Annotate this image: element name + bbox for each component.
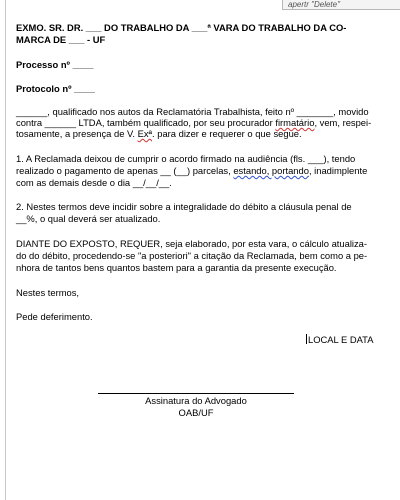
intro-line-2-text-c: , vem, respei- (314, 117, 372, 128)
protocolo-number: Protocolo nº ____ (16, 83, 95, 94)
closing-pede-deferimento: Pede deferimento. (16, 311, 93, 322)
intro-line-2 (16, 117, 378, 129)
signature-line (98, 393, 294, 394)
heading-line-2: MARCA DE ___ - UF (16, 34, 106, 45)
grammar-flag-estando-portando: estando, portando (233, 165, 309, 176)
heading-line-1: EXMO. SR. DR. ___ DO TRABALHO DA ___ª VARA DO TRABALHO DA CO- (16, 22, 347, 33)
para1-line-2 (16, 165, 378, 177)
para1-line-1: 1. A Reclamada deixou de cumprir o acordo firmado na audiência (fls. ___), tendo (16, 153, 356, 164)
para1-line-2-text-a: realizado o pagamento de apenas __ (__) parcelas, (16, 165, 234, 176)
closing-nestes-termos: Nestes termos, (16, 287, 80, 298)
local-e-data-text: LOCAL E DATA (308, 334, 374, 345)
intro-line-2-text-a: contra ______ LTDA, também qualificado, por seu procurador (16, 117, 276, 128)
signature-name: Assinatura do Advogado (145, 395, 247, 406)
intro-line-3-text-c: . para dizer e requerer o que segue. (152, 128, 302, 139)
para3-line-3: nhora de tantos bens quantos bastem para a garantia da presente execução. (16, 262, 337, 273)
intro-line-1: ______, qualificado nos autos da Reclamatória Trabalhista, feito nº _______, movido (16, 106, 369, 117)
intro-line-3-text-a: tosamente, a presença de V. (16, 128, 138, 139)
intro-line-3 (16, 128, 378, 140)
spelling-flag-exa: Exª (137, 128, 153, 139)
para3-line-2: do do débito, procedendo-se "a posteriori" a citação da Reclamada, bem como a pe- (16, 250, 368, 261)
processo-number: Processo nº ____ (16, 59, 94, 70)
spelling-flag-firmatario: firmatário (275, 117, 315, 128)
para1-line-2-text-c: , inadimplente (308, 165, 368, 176)
para2-line-2: __%, o qual deverá ser atualizado. (16, 213, 161, 224)
para2-line-1: 2. Nestes termos deve incidir sobre a integralidade do débito a cláusula penal de (16, 201, 352, 212)
local-e-data (306, 334, 386, 346)
para1-line-3: com as demais desde o dia __/__/__. (16, 177, 172, 188)
margin-guide (5, 0, 6, 500)
comment-balloon[interactable]: apertr "Delete" (282, 0, 400, 10)
para3-line-1: DIANTE DO EXPOSTO, REQUER, seja elaborado, por esta vara, o cálculo atualiza- (16, 238, 368, 249)
text-cursor (306, 334, 307, 344)
signature-oab: OAB/UF (178, 407, 214, 418)
